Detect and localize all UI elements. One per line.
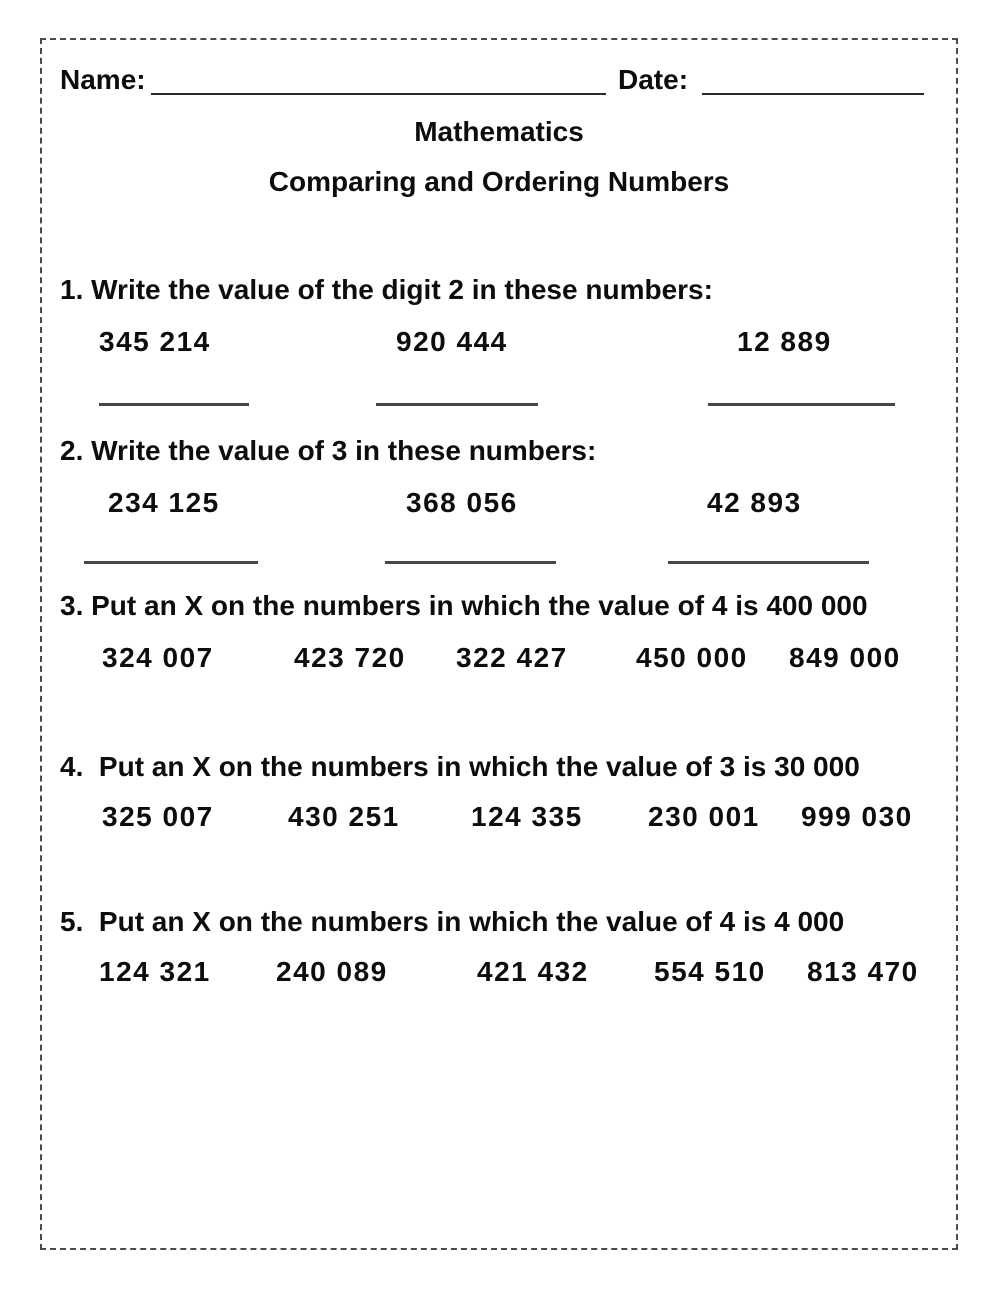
worksheet-title: Comparing and Ordering Numbers	[268, 166, 730, 197]
question-1-answer-line-1[interactable]	[99, 403, 249, 406]
question-1-heading: 1. Write the value of the digit 2 in these numbers:	[60, 274, 713, 305]
question-2-answer-line-2[interactable]	[385, 561, 556, 564]
question-5-number-2[interactable]: 240 089	[276, 956, 388, 987]
question-3-number-5[interactable]: 849 000	[789, 642, 901, 673]
question-2-heading: 2. Write the value of 3 in these numbers:	[60, 435, 597, 466]
question-3-number-3[interactable]: 322 427	[456, 642, 568, 673]
question-2-number-1: 234 125	[108, 487, 220, 518]
question-2-answer-line-3[interactable]	[668, 561, 869, 564]
question-2-number-3: 42 893	[707, 487, 802, 518]
date-label: Date:	[618, 64, 689, 95]
question-4-number-5[interactable]: 999 030	[801, 801, 913, 832]
question-5-number-3[interactable]: 421 432	[477, 956, 589, 987]
question-1-number-2: 920 444	[396, 326, 508, 357]
date-input-line[interactable]	[702, 93, 924, 95]
question-4-heading: 4. Put an X on the numbers in which the value of 3 is 30 000	[60, 751, 860, 782]
question-5-heading: 5. Put an X on the numbers in which the value of 4 is 4 000	[60, 906, 845, 937]
name-input-line[interactable]	[151, 93, 606, 95]
question-4-number-2[interactable]: 430 251	[288, 801, 400, 832]
question-1-answer-line-3[interactable]	[708, 403, 895, 406]
question-3-heading: 3. Put an X on the numbers in which the value of 4 is 400 000	[60, 590, 868, 621]
question-4-number-1[interactable]: 325 007	[102, 801, 214, 832]
question-3-number-1[interactable]: 324 007	[102, 642, 214, 673]
question-3-number-2[interactable]: 423 720	[294, 642, 406, 673]
question-1-number-1: 345 214	[99, 326, 211, 357]
question-5-number-5[interactable]: 813 470	[807, 956, 919, 987]
question-3-number-4[interactable]: 450 000	[636, 642, 748, 673]
question-1-number-3: 12 889	[737, 326, 832, 357]
question-2-number-2: 368 056	[406, 487, 518, 518]
subject-title: Mathematics	[414, 116, 584, 147]
question-5-number-4[interactable]: 554 510	[654, 956, 766, 987]
question-2-answer-line-1[interactable]	[84, 561, 258, 564]
question-4-number-3[interactable]: 124 335	[471, 801, 583, 832]
question-5-number-1[interactable]: 124 321	[99, 956, 211, 987]
name-label: Name:	[60, 64, 146, 95]
question-1-answer-line-2[interactable]	[376, 403, 538, 406]
question-4-number-4[interactable]: 230 001	[648, 801, 760, 832]
